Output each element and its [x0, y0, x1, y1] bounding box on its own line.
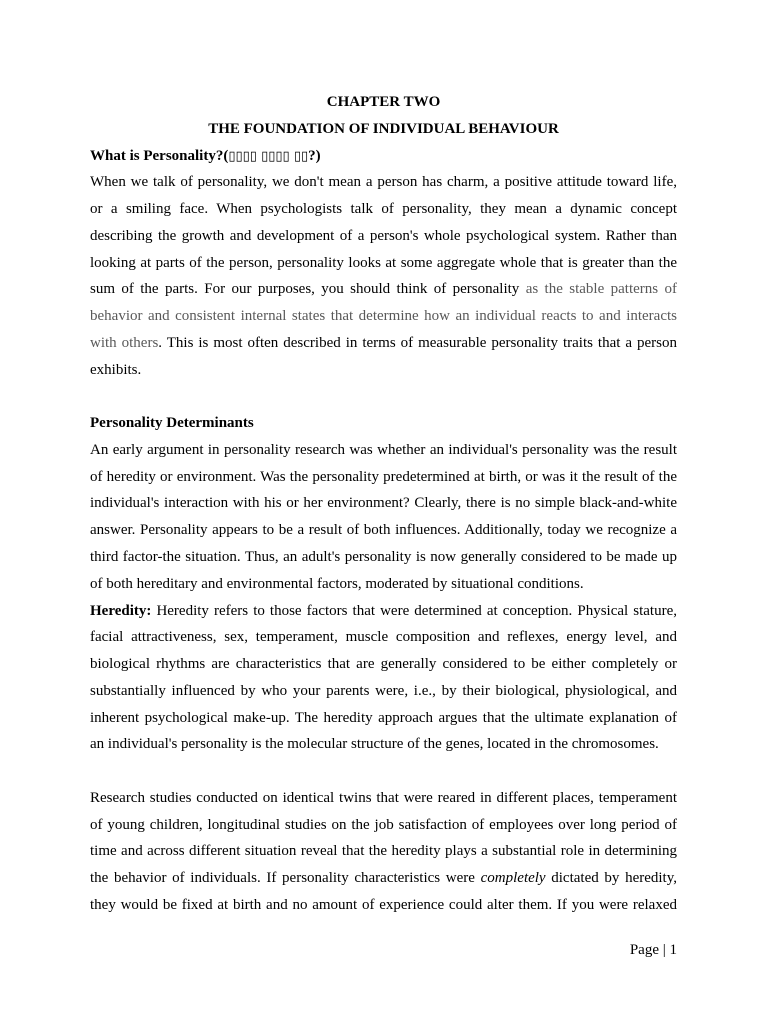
text-run: describing the growth and development of a person's whole psychological system. Rather than — [90, 227, 677, 244]
italic-text-run: completely — [480, 870, 546, 887]
text-run: they would be fixed at birth and no amount of experience could alter them. If you were relaxed — [90, 896, 677, 913]
text-run: of young children, longitudinal studies on the job satisfaction of employees over long period of — [90, 816, 677, 833]
text-run: an individual's personality is the molecular structure of the genes, located in the chromosomes. — [90, 736, 659, 753]
text-line — [90, 250, 677, 277]
text-run: of both hereditary and environmental factors, moderated by situational conditions. — [90, 575, 584, 592]
text-run: inherent psychological make-up. The heredity approach argues that the ultimate explanation of — [90, 709, 677, 726]
text-run: substantially influenced by who your parents were, i.e., by their biological, physiological, and — [90, 682, 677, 699]
text-line — [90, 785, 677, 812]
text-run: dictated by heredity, — [545, 870, 677, 887]
text-line — [90, 598, 677, 625]
heading-text: What is Personality?( — [90, 147, 229, 164]
text-line — [90, 357, 677, 384]
text-line — [90, 731, 677, 758]
text-line — [90, 223, 677, 250]
text-run: . This is most often described in terms of measurable personality traits that a person — [158, 334, 677, 351]
text-run: facial attractiveness, sex, temperament, muscle composition and reflexes, energy level, and — [90, 629, 677, 646]
text-line — [90, 464, 677, 491]
paragraph-personality-definition — [90, 169, 677, 383]
page-body — [90, 89, 677, 919]
text-line — [90, 571, 677, 598]
text-run: individual's interaction with his or her environment? Clearly, there is no simple black-and-white — [90, 495, 677, 512]
text-run: the behavior of individuals. If personality characteristics were — [90, 870, 481, 887]
text-line — [90, 196, 677, 223]
bold-text-run: Heredity: — [90, 602, 152, 619]
text-line — [90, 624, 677, 651]
text-run: sum of the parts. For our purposes, you should think of personality — [90, 281, 526, 298]
text-line — [90, 169, 677, 196]
text-run: of heredity or environment. Was the personality predetermined at birth, or was it the result of the — [90, 468, 677, 485]
text-line — [90, 705, 677, 732]
chapter-label: CHAPTER TWO — [326, 94, 441, 110]
text-line — [90, 678, 677, 705]
text-run: looking at parts of the person, personality looks at some aggregate whole that is greater than the — [90, 254, 677, 271]
text-run: time and across different situation reveal that the heredity plays a substantial role in determining — [90, 843, 677, 860]
heading-suffix: ?) — [308, 147, 321, 164]
unrendered-glyphs: ▯▯▯▯ ▯▯▯▯ ▯▯ — [228, 148, 309, 164]
text-line — [90, 544, 677, 571]
text-line — [90, 276, 677, 303]
text-line — [90, 517, 677, 544]
text-run: When we talk of personality, we don't mean a person has charm, a positive attitude toward life, — [90, 174, 677, 191]
text-run: third factor-the situation. Thus, an adult's personality is now generally considered to be made up — [90, 549, 677, 566]
text-line — [90, 892, 677, 919]
text-line — [90, 812, 677, 839]
muted-text-run: with others — [90, 334, 159, 351]
page-number-footer: Page | 1 — [629, 942, 677, 958]
section-heading-what-is-personality — [90, 143, 677, 170]
text-run: or a smiling face. When psychologists talk of personality, they mean a dynamic concept — [90, 201, 677, 218]
text-line — [90, 490, 677, 517]
text-line — [90, 865, 677, 892]
blank-line — [90, 383, 677, 410]
text-run: An early argument in personality research was whether an individual's personality was the result — [90, 441, 677, 458]
text-run: Research studies conducted on identical twins that were reared in different places, temperament — [90, 789, 677, 806]
text-run: answer. Personality appears to be a result of both influences. Additionally, today we recognize a — [90, 522, 677, 539]
paragraph-determinants-intro — [90, 437, 677, 598]
text-run: Heredity refers to those factors that were determined at conception. Physical stature, — [151, 602, 677, 619]
muted-text-run: behavior and consistent internal states that determine how an individual reacts to and interacts — [90, 308, 677, 325]
section-heading-personality-determinants: Personality Determinants — [90, 415, 254, 432]
text-run: biological rhythms are characteristics that are generally considered to be either completely or — [90, 656, 677, 673]
text-line — [90, 838, 677, 865]
chapter-title: THE FOUNDATION OF INDIVIDUAL BEHAVIOUR — [208, 120, 559, 137]
text-line — [90, 303, 677, 330]
paragraph-twin-studies — [90, 785, 677, 919]
blank-line — [90, 758, 677, 785]
paragraph-heredity — [90, 598, 677, 759]
text-run: exhibits. — [90, 361, 142, 378]
text-line — [90, 330, 677, 357]
muted-text-run: as the stable patterns of — [525, 281, 677, 298]
text-line — [90, 651, 677, 678]
text-line — [90, 437, 677, 464]
